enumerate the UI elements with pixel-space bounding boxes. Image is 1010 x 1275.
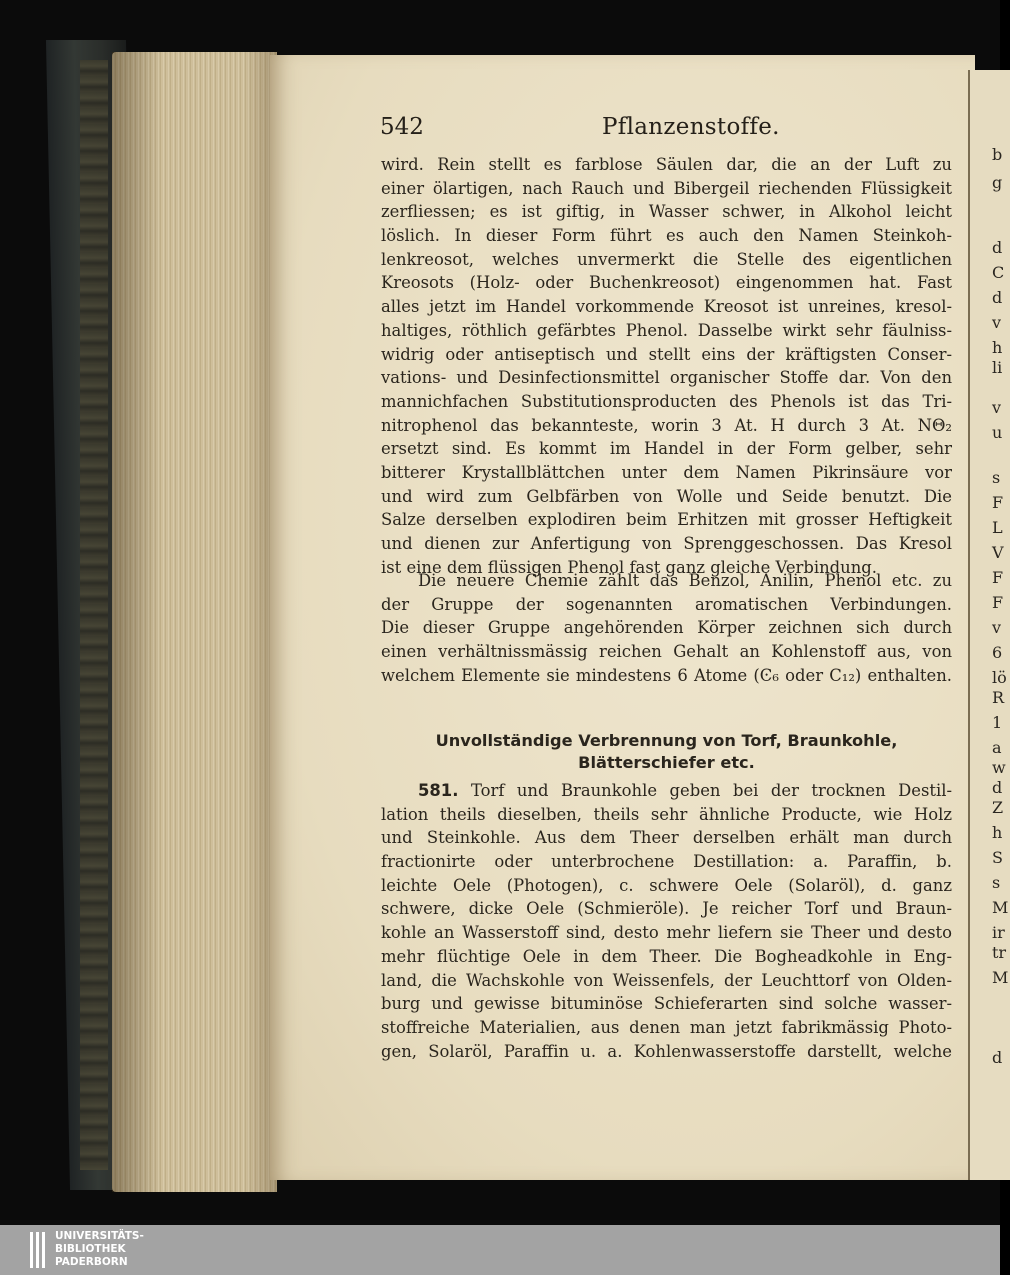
- running-head: [380, 114, 950, 144]
- text-line: haltiges, röthlich gefärbtes Phenol. Dasselbe wirkt sehr fäulniss-: [381, 320, 952, 340]
- text-line: und wird zum Gelbfärben von Wolle und Seide benutzt. Die: [381, 486, 952, 506]
- text-line: Die dieser Gruppe angehörenden Körper zeichnen sich durch: [381, 618, 952, 638]
- next-page-fragment: h: [992, 338, 1003, 357]
- text-line: stoffreiche Materialien, aus denen man jetzt fabrikmässig Photo-: [381, 1017, 952, 1037]
- paragraph-phenol: [381, 153, 952, 579]
- text-line: welchem Elemente sie mindestens 6 Atome (Ͼ₆ oder C₁₂) enthalten.: [381, 665, 952, 685]
- section-heading: [381, 730, 952, 774]
- section-heading-line2: Blätterschiefer etc.: [578, 753, 755, 772]
- section-heading-line1: Unvollständige Verbrennung von Torf, Braunkohle,: [435, 731, 898, 750]
- text-line: einen verhältnissmässig reichen Gehalt an Kohlenstoff aus, von: [381, 642, 952, 662]
- text-line: leichte Oele (Photogen), c. schwere Oele (Solaröl), d. ganz: [381, 875, 952, 895]
- next-page-fragment: li: [992, 358, 1003, 377]
- next-page-fragment: V: [992, 543, 1004, 562]
- page-edge-shadow: [112, 52, 277, 1192]
- section-number: 581.: [418, 781, 459, 800]
- next-page-fragment: 1: [992, 713, 1003, 732]
- next-page-fragment: d: [992, 778, 1003, 797]
- spine-texture: [80, 60, 108, 1170]
- section-first-line-text: Torf und Braunkohle geben bei der trocknen Destil-: [470, 781, 952, 800]
- next-page-fragment: tr: [992, 943, 1007, 962]
- next-page-fragment: g: [992, 173, 1003, 192]
- next-page-fragment: ir: [992, 923, 1005, 942]
- next-page-fragment: F: [992, 593, 1004, 612]
- next-page-fragment: S: [992, 848, 1003, 867]
- text-line: einer ölartigen, nach Rauch und Bibergeil riechenden Flüssigkeit: [381, 178, 952, 198]
- next-page-fragment: u: [992, 423, 1003, 442]
- text-line: und dienen zur Anfertigung von Sprenggeschossen. Das Kresol: [381, 534, 952, 553]
- text-line: ist eine dem flüssigen Phenol fast ganz gleiche Verbindung.: [381, 557, 877, 577]
- section-first-line: [381, 779, 952, 803]
- text-line: burg und gewisse bituminöse Schieferarten sind solche wasser-: [381, 994, 952, 1014]
- next-page-fragment: M: [992, 968, 1009, 987]
- text-line: vations- und Desinfectionsmittel organischer Stoffe dar. Von den: [381, 368, 952, 388]
- library-logo-text: [55, 1230, 144, 1269]
- text-line: ersetzt sind. Es kommt im Handel in der Form gelber, sehr: [381, 439, 952, 459]
- next-page-fragment: a: [992, 738, 1002, 757]
- library-footer: [0, 1225, 1000, 1275]
- text-line: mehr flüchtige Oele in dem Theer. Die Bogheadkohle in Eng-: [381, 946, 952, 966]
- next-page-fragment: s: [992, 873, 1001, 892]
- next-page-fragment: b: [992, 145, 1003, 164]
- next-page-fragment: C: [992, 263, 1005, 282]
- library-logo-icon: [30, 1232, 46, 1268]
- next-page-fragment: F: [992, 568, 1004, 587]
- text-line: gen, Solaröl, Paraffin u. a. Kohlenwasserstoffe darstellt, welche: [381, 1041, 952, 1061]
- text-line: lenkreosot, welches unvermerkt die Stelle des eigentlichen: [381, 249, 952, 269]
- next-page-fragment: L: [992, 518, 1003, 537]
- text-line: land, die Wachskohle von Weissenfels, der Leuchttorf von Olden-: [381, 970, 952, 990]
- next-page-fragment: v: [992, 313, 1002, 332]
- next-page-fragment: 6: [992, 643, 1003, 662]
- next-page-sliver: [968, 70, 1010, 1180]
- next-page-fragment: R: [992, 688, 1005, 707]
- text-line: Die neuere Chemie zählt das Benzol, Anilin, Phenol etc. zu: [418, 571, 952, 590]
- next-page-fragment: w: [992, 758, 1006, 777]
- running-title: Pflanzenstoffe.: [602, 114, 780, 140]
- text-line: wird. Rein stellt es farblose Säulen dar, die an der Luft zu: [381, 155, 952, 174]
- text-line: nitrophenol das bekannteste, worin 3 At. H durch 3 At. NΘ₂: [381, 415, 952, 435]
- text-line: mannichfachen Substitutionsproducten des Phenols ist das Tri-: [381, 391, 952, 411]
- next-page-fragment: Z: [992, 798, 1004, 817]
- section-581: [381, 779, 952, 1063]
- text-line: Salze derselben explodiren beim Erhitzen mit grosser Heftigkeit: [381, 510, 952, 530]
- next-page-fragment: M: [992, 898, 1009, 917]
- text-line: Kreosots (Holz- oder Buchenkreosot) eingenommen hat. Fast: [381, 273, 952, 293]
- text-line: alles jetzt im Handel vorkommende Kreosot ist unreines, kresol-: [381, 297, 952, 317]
- text-line: schwere, dicke Oele (Schmieröle). Je reicher Torf und Braun-: [381, 899, 952, 919]
- text-line: widrig oder antiseptisch und stellt eins der kräftigsten Conser-: [381, 344, 952, 364]
- next-page-fragment: v: [992, 618, 1002, 637]
- paragraph-aromatic: [381, 569, 952, 687]
- next-page-fragment: d: [992, 238, 1003, 257]
- page-number: 542: [380, 114, 424, 140]
- next-page-fragment: v: [992, 398, 1002, 417]
- next-page-fragment: h: [992, 823, 1003, 842]
- logo-line-3: PADERBORN: [55, 1256, 128, 1268]
- text-line: zerfliessen; es ist giftig, in Wasser schwer, in Alkohol leicht: [381, 202, 952, 222]
- next-page-fragment: d: [992, 1048, 1003, 1067]
- text-line: bitterer Krystallblättchen unter dem Namen Pikrinsäure vor: [381, 462, 952, 482]
- logo-line-1: UNIVERSITÄTS-: [55, 1230, 144, 1242]
- text-line: lation theils dieselben, theils sehr ähnliche Producte, wie Holz: [381, 804, 952, 824]
- logo-line-2: BIBLIOTHEK: [55, 1243, 126, 1255]
- next-page-fragment: s: [992, 468, 1001, 487]
- text-line: löslich. In dieser Form führt es auch den Namen Steinkoh-: [381, 226, 952, 246]
- text-line: fractionirte oder unterbrochene Destillation: a. Paraffin, b.: [381, 852, 952, 872]
- text-line: kohle an Wasserstoff sind, desto mehr liefern sie Theer und desto: [381, 923, 952, 943]
- text-line: der Gruppe der sogenannten aromatischen Verbindungen.: [381, 594, 952, 614]
- next-page-fragment: F: [992, 493, 1004, 512]
- text-line: und Steinkohle. Aus dem Theer derselben erhält man durch: [381, 828, 952, 848]
- next-page-fragment: lö: [992, 668, 1007, 687]
- next-page-fragment: d: [992, 288, 1003, 307]
